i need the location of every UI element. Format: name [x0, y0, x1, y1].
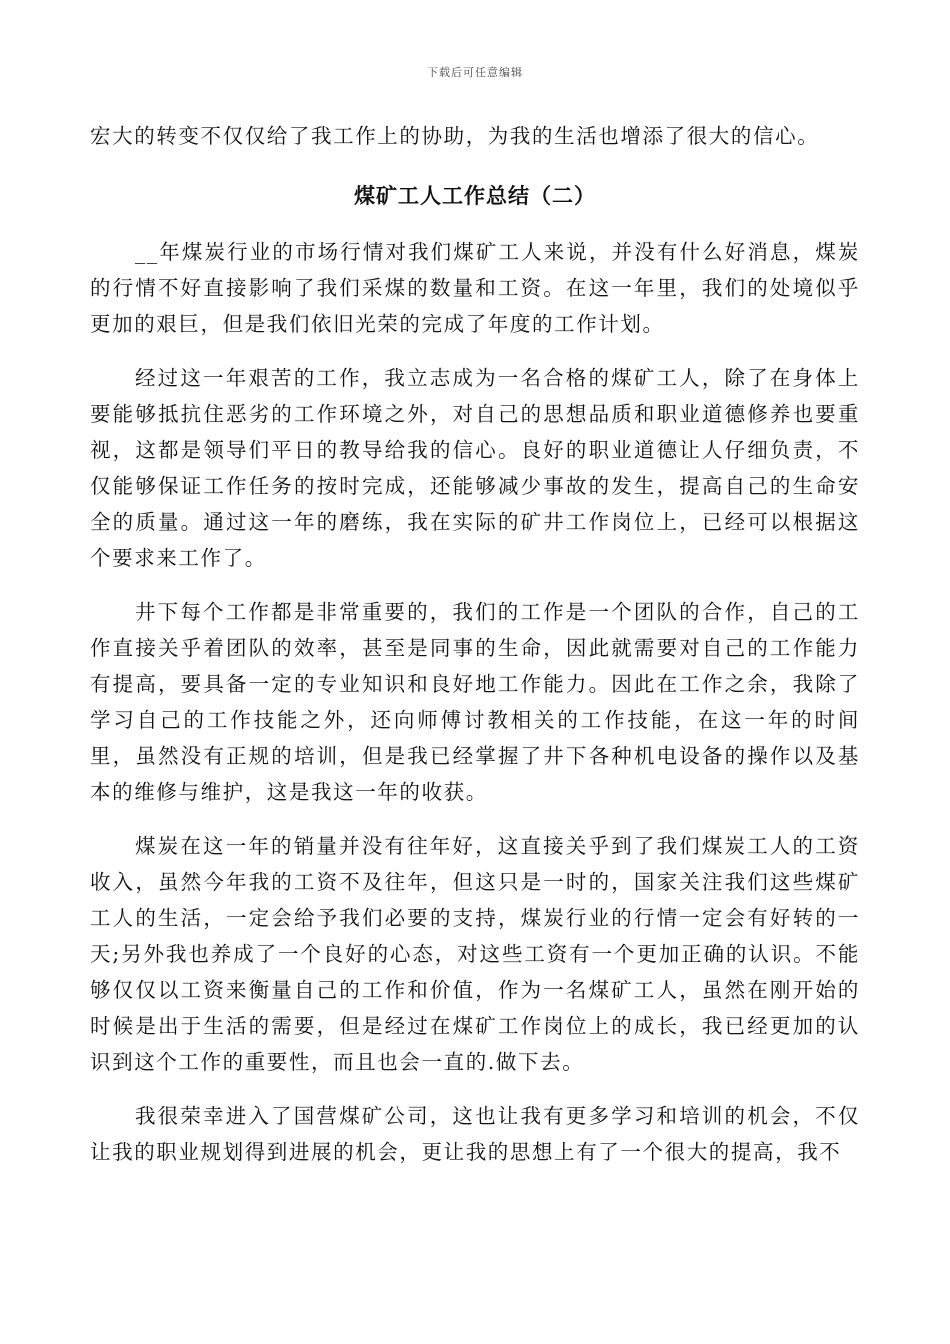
paragraph-5: 我很荣幸进入了国营煤矿公司，这也让我有更多学习和培训的机会，不仅让我的职业规划得到进展的机会，更让我的思想上有了一个很大的提高，我不 [90, 1104, 860, 1164]
paragraph-4: 煤炭在这一年的销量并没有往年好，这直接关乎到了我们煤炭工人的工资收入，虽然今年我的工资不及往年，但这只是一时的，国家关注我们这些煤矿工人的生活，一定会给予我们必要的支持，煤炭行业的行情一定会有好转的一天;另外我也养成了一个良好的心态，对这些工资有一个更加正确的认识。不能够仅仅以工资来衡量自己的工作和价值，作为一名煤矿工人，虽然在刚开始的时候是出于生活的需要，但是经过在煤矿工作岗位上的成长，我已经更加的认识到这个工作的重要性，而且也会一直的.做下去。 [90, 834, 860, 1074]
lead-paragraph: 宏大的转变不仅仅给了我工作上的协助，为我的生活也增添了很大的信心。 [90, 124, 820, 148]
paragraph-2: 经过这一年艰苦的工作，我立志成为一名合格的煤矿工人，除了在身体上要能够抵抗住恶劣的工作环境之外，对自己的思想品质和职业道德修养也要重视，这都是领导们平日的教导给我的信心。良好的职业道德让人仔细负责，不仅能够保证工作任务的按时完成，还能够减少事故的发生，提高自己的生命安全的质量。通过这一年的磨练，我在实际的矿井工作岗位上，已经可以根据这个要求来工作了。 [90, 366, 860, 570]
header-note: 下载后可任意编辑 [427, 66, 523, 79]
document-body [90, 118, 860, 1170]
section-title: 煤矿工人工作总结（二） [354, 183, 596, 208]
paragraph-3: 井下每个工作都是非常重要的，我们的工作是一个团队的合作，自己的工作直接关乎着团队的效率，甚至是同事的生命，因此就需要对自己的工作能力有提高，要具备一定的专业知识和良好地工作能力。因此在工作之余，我除了学习自己的工作技能之外，还向师傅讨教相关的工作技能，在这一年的时间里，虽然没有正规的培训，但是我已经掌握了井下各种机电设备的操作以及基本的维修与维护，这是我这一年的收获。 [90, 600, 860, 804]
paragraph-1: __年煤炭行业的市场行情对我们煤矿工人来说，并没有什么好消息，煤炭的行情不好直接影响了我们采煤的数量和工资。在这一年里，我们的处境似乎更加的艰巨，但是我们依旧光荣的完成了年度的工作计划。 [90, 240, 860, 336]
